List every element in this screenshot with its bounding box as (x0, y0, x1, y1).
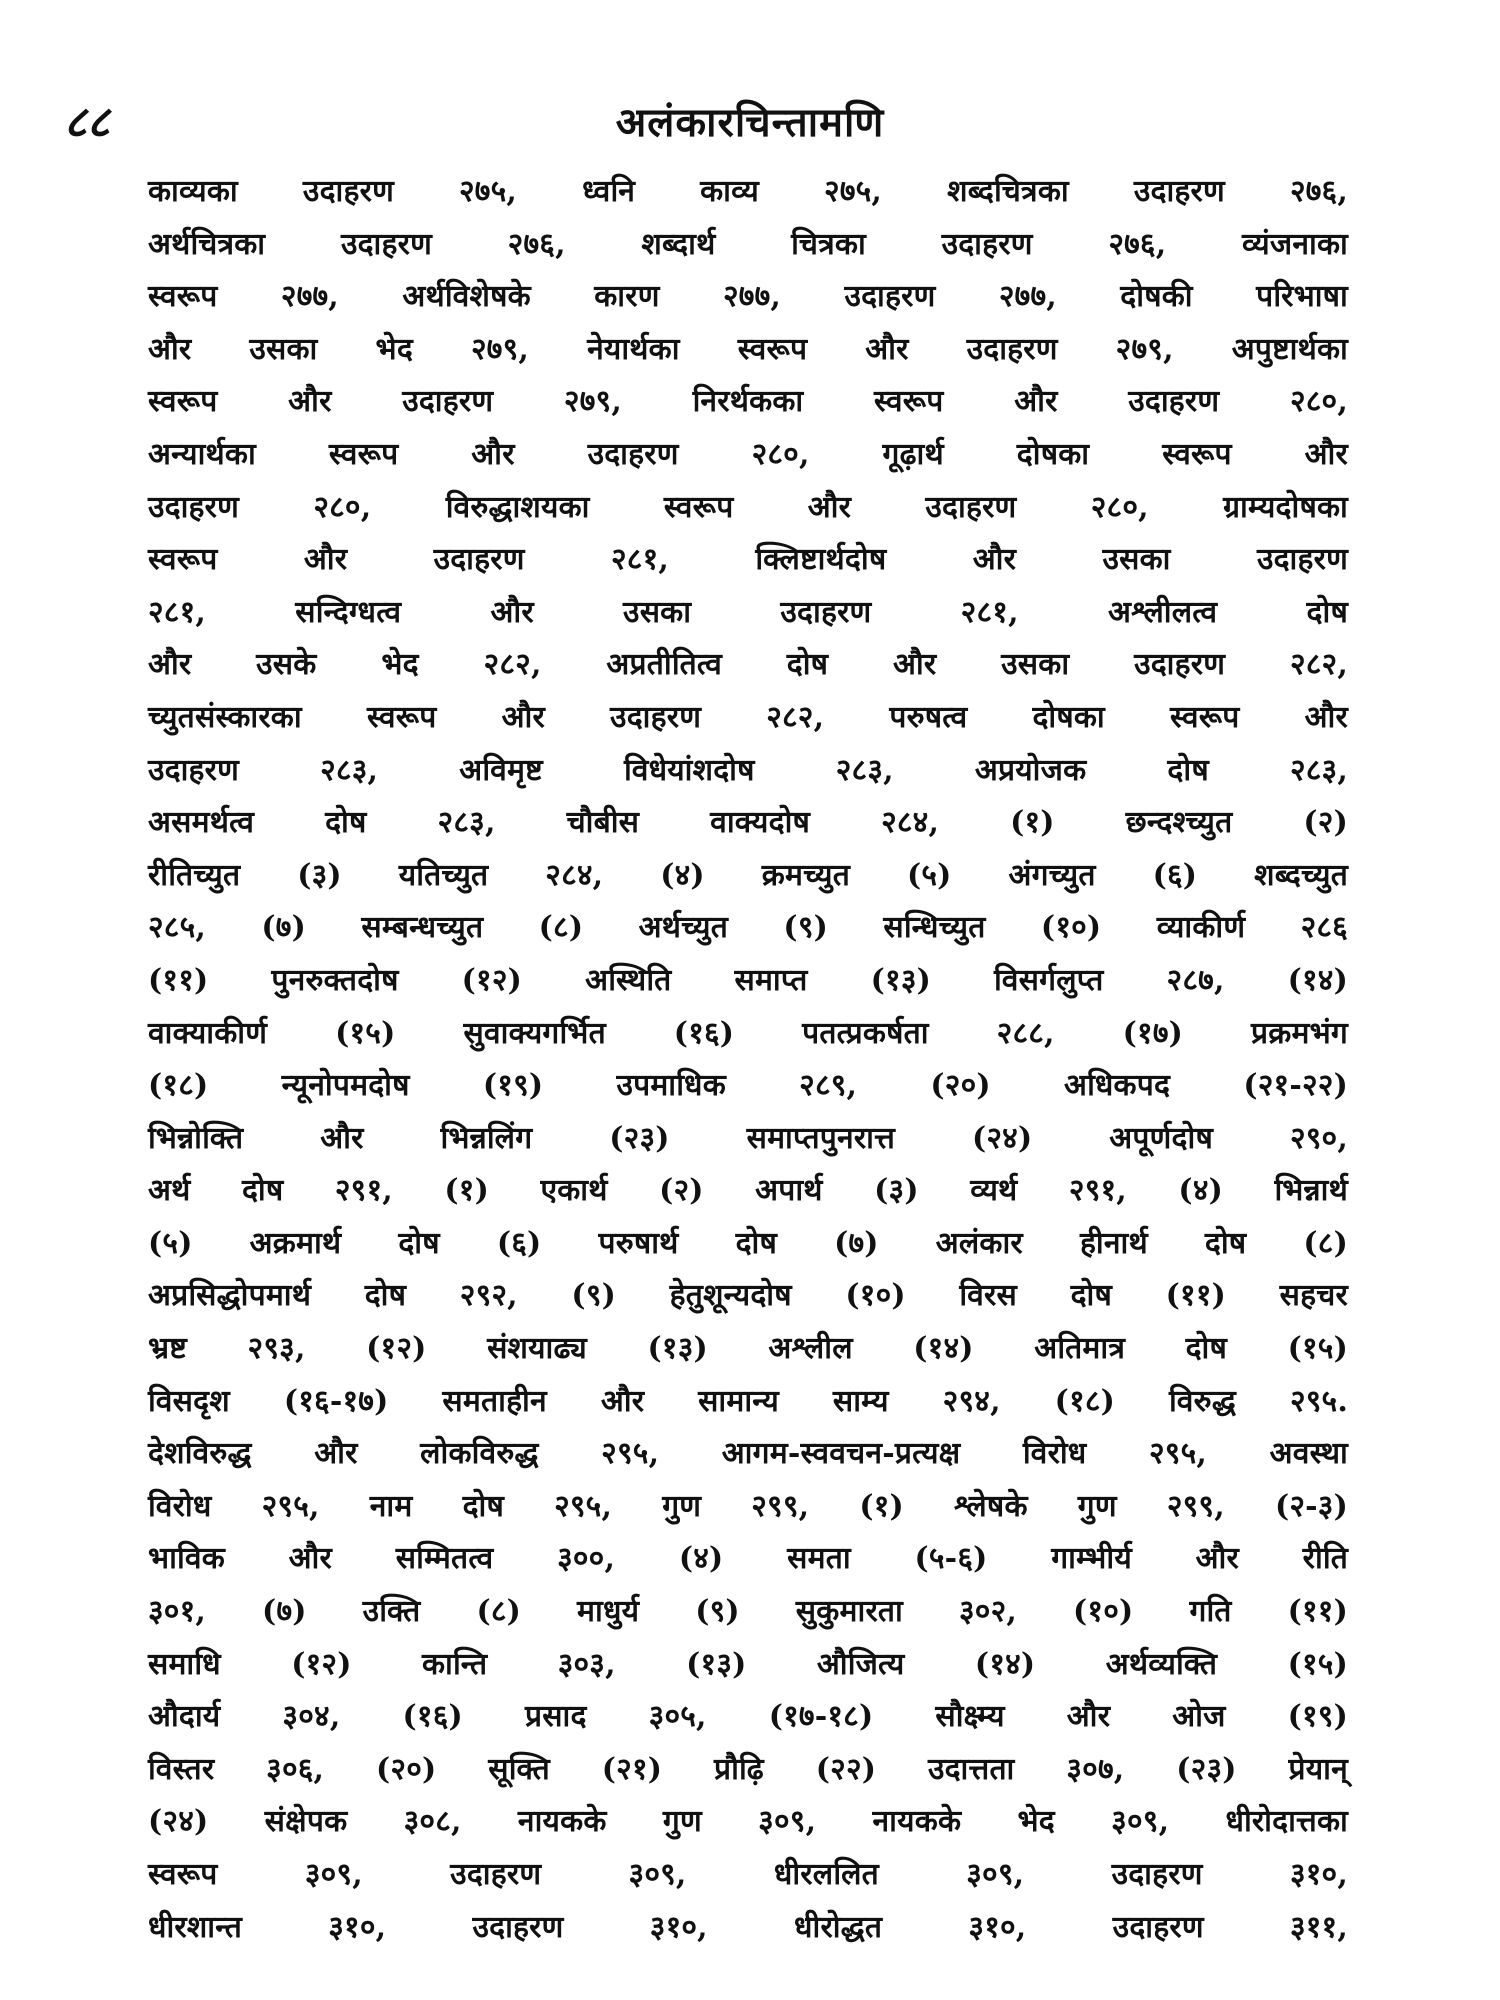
text-line: (११) पुनरुक्तदोष (१२) अस्थिति समाप्त (१३) विसर्गलुप्त २८७, (१४) (148, 962, 1348, 998)
text-line: उदाहरण २८३, अविमृष्ट विधेयांशदोष २८३, अप्रयोजक दोष २८३, (148, 752, 1348, 788)
text-line: अप्रसिद्धोपमार्थ दोष २९२, (९) हेतुशून्यदोष (१०) विरस दोष (११) सहचर (148, 1278, 1348, 1314)
text-line: असमर्थत्व दोष २८३, चौबीस वाक्यदोष २८४, (१) छन्दश्च्युत (२) (148, 805, 1348, 841)
index-text-block (148, 166, 1348, 1954)
text-line: विसदृश (१६-१७) समताहीन और सामान्य साम्य २९४, (१८) विरुद्ध २९५. (148, 1383, 1348, 1419)
running-title: अलंकारचिन्तामणि (615, 99, 885, 146)
text-line: और उसके भेद २८२, अप्रतीतित्व दोष और उसका उदाहरण २८२, (148, 647, 1348, 683)
text-line: स्वरूप और उदाहरण २८१, क्लिष्टार्थदोष और उसका उदाहरण (148, 542, 1348, 578)
text-line: स्वरूप ३०९, उदाहरण ३०९, धीरललित ३०९, उदाहरण ३१०, (148, 1857, 1348, 1892)
text-line: भिन्नोक्ति और भिन्नलिंग (२३) समाप्तपुनरात्त (२४) अपूर्णदोष २९०, (148, 1120, 1348, 1156)
text-line: धीरशान्त ३१०, उदाहरण ३१०, धीरोद्धत ३१०, उदाहरण ३११, (148, 1909, 1348, 1945)
text-line: अर्थचित्रका उदाहरण २७६, शब्दार्थ चित्रका उदाहरण २७६, व्यंजनाका (148, 226, 1348, 262)
text-line: विस्तर ३०६, (२०) सूक्ति (२१) प्रौढ़ि (२२) उदात्तता ३०७, (२३) प्रेयान् (148, 1751, 1348, 1787)
text-line: समाधि (१२) कान्ति ३०३, (१३) औजित्य (१४) अर्थव्यक्ति (१५) (148, 1646, 1348, 1682)
text-line: अर्थ दोष २९१, (१) एकार्थ (२) अपार्थ (३) व्यर्थ २९१, (४) भिन्नार्थ (148, 1173, 1348, 1209)
text-line: देशविरुद्ध और लोकविरुद्ध २९५, आगम-स्ववचन-प्रत्यक्ष विरोध २९५, अवस्था (148, 1436, 1348, 1472)
text-line: (१८) न्यूनोपमदोष (१९) उपमाधिक २८९, (२०) अधिकपद (२१-२२) (148, 1068, 1348, 1104)
text-line: (५) अक्रमार्थ दोष (६) परुषार्थ दोष (७) अलंकार हीनार्थ दोष (८) (148, 1225, 1348, 1261)
text-line: स्वरूप और उदाहरण २७९, निरर्थकका स्वरूप और उदाहरण २८०, (148, 384, 1348, 420)
text-line: काव्यका उदाहरण २७५, ध्वनि काव्य २७५, शब्दचित्रका उदाहरण २७६, (148, 174, 1348, 209)
text-line: औदार्य ३०४, (१६) प्रसाद ३०५, (१७-१८) सौक्ष्म्य और ओज (१९) (148, 1699, 1348, 1735)
text-line: २८१, सन्दिग्धत्व और उसका उदाहरण २८१, अश्लीलत्व दोष (148, 594, 1348, 630)
text-line: विरोध २९५, नाम दोष २९५, गुण २९९, (१) श्लेषके गुण २९९, (२-३) (148, 1488, 1348, 1524)
text-line: उदाहरण २८०, विरुद्धाशयका स्वरूप और उदाहरण २८०, ग्राम्यदोषका (148, 489, 1348, 525)
text-line: स्वरूप २७७, अर्थविशेषके कारण २७७, उदाहरण २७७, दोषकी परिभाषा (148, 279, 1348, 315)
text-line: (२४) संक्षेपक ३०८, नायकके गुण ३०९, नायकके भेद ३०९, धीरोदात्तका (148, 1804, 1348, 1840)
text-line: अन्यार्थका स्वरूप और उदाहरण २८०, गूढ़ार्थ दोषका स्वरूप और (148, 436, 1348, 472)
text-line: और उसका भेद २७९, नेयार्थका स्वरूप और उदाहरण २७९, अपुष्टार्थका (148, 331, 1348, 367)
page-header (60, 88, 1440, 158)
text-line: ३०१, (७) उक्ति (८) माधुर्य (९) सुकुमारता ३०२, (१०) गति (११) (148, 1594, 1348, 1630)
text-line: २८५, (७) सम्बन्धच्युत (८) अर्थच्युत (९) सन्धिच्युत (१०) व्याकीर्ण २८६ (148, 910, 1348, 946)
text-line: च्युतसंस्कारका स्वरूप और उदाहरण २८२, परुषत्व दोषका स्वरूप और (148, 699, 1348, 735)
text-line: भ्रष्ट २९३, (१२) संशयाढ्य (१३) अश्लील (१४) अतिमात्र दोष (१५) (148, 1331, 1348, 1367)
page-number: ८८ (64, 97, 110, 148)
text-line: वाक्याकीर्ण (१५) सुवाक्यगर्भित (१६) पतत्प्रकर्षता २८८, (१७) प्रक्रमभंग (148, 1015, 1348, 1051)
text-line: रीतिच्युत (३) यतिच्युत २८४, (४) क्रमच्युत (५) अंगच्युत (६) शब्दच्युत (148, 857, 1348, 893)
text-line: भाविक और सम्मितत्व ३००, (४) समता (५-६) गाम्भीर्य और रीति (148, 1541, 1348, 1577)
